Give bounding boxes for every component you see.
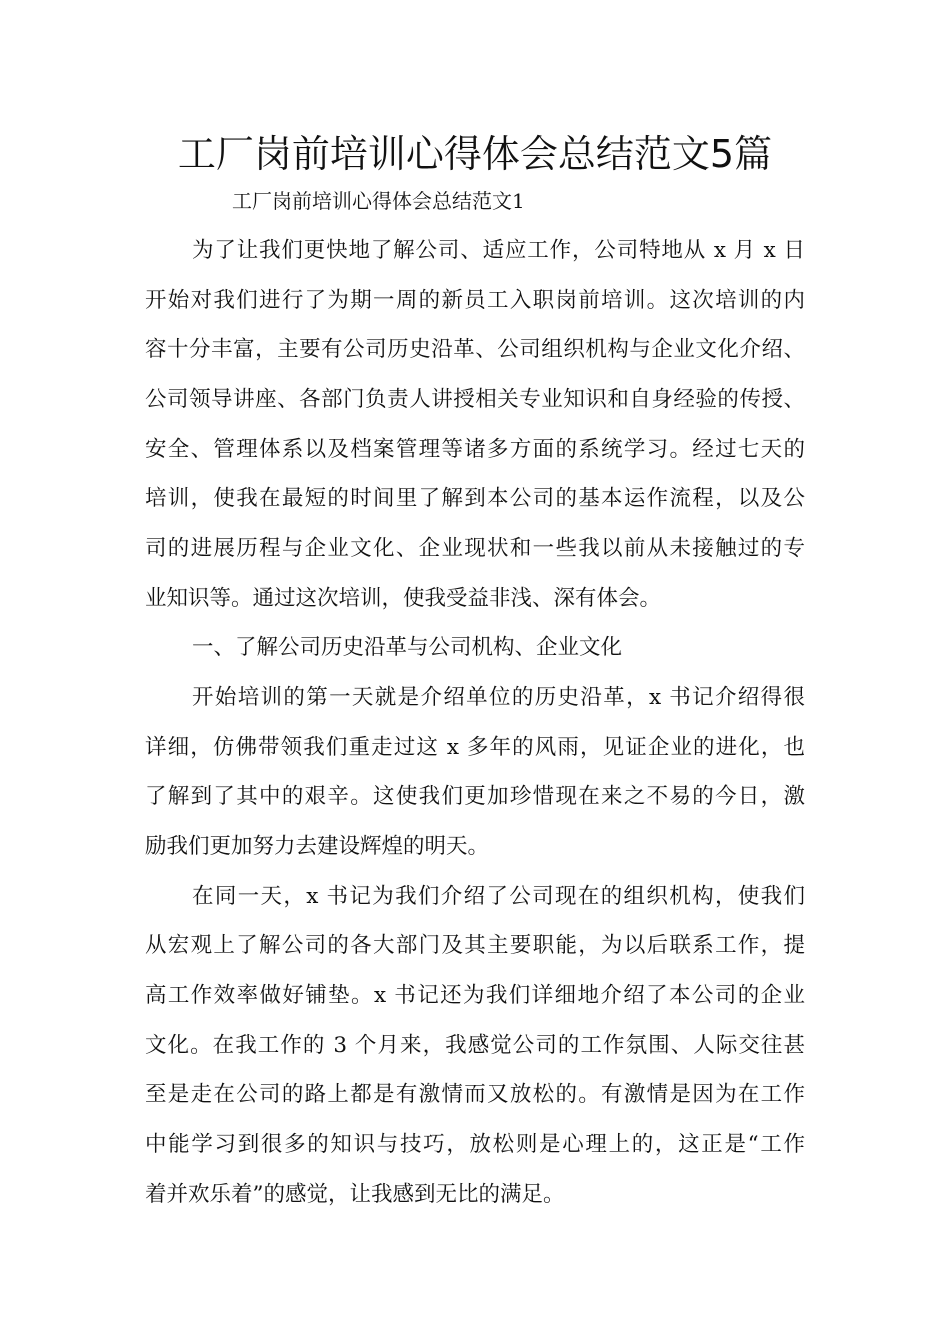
paragraph-1-line-1: 为了让我们更快地了解公司、适应工作，公司特地从 x 月 x 日	[192, 238, 805, 263]
section-heading-1: 一、了解公司历史沿革与公司机构、企业文化	[192, 635, 623, 660]
paragraph-1-line-4: 公司领导讲座、各部门负责人讲授相关专业知识和自身经验的传授、	[145, 387, 805, 412]
paragraph-1-line-5: 安全、管理体系以及档案管理等诸多方面的系统学习。经过七天的	[145, 437, 805, 462]
document-subtitle: 工厂岗前培训心得体会总结范文1	[232, 189, 525, 213]
paragraph-1-line-7: 司的进展历程与企业文化、企业现状和一些我以前从未接触过的专	[145, 536, 805, 561]
paragraph-3-line-3: 高工作效率做好铺垫。x 书记还为我们详细地介绍了本公司的企业	[145, 983, 805, 1008]
paragraph-1-line-8: 业知识等。通过这次培训，使我受益非浅、深有体会。	[145, 586, 662, 611]
paragraph-3-line-5: 至是走在公司的路上都是有激情而又放松的。有激情是因为在工作	[145, 1082, 805, 1107]
paragraph-2-line-3: 了解到了其中的艰辛。这使我们更加珍惜现在来之不易的今日，激	[145, 784, 805, 809]
paragraph-3-line-4: 文化。在我工作的 3 个月来，我感觉公司的工作氛围、人际交往甚	[145, 1033, 805, 1058]
paragraph-1-line-2: 开始对我们进行了为期一周的新员工入职岗前培训。这次培训的内	[145, 288, 805, 313]
paragraph-3-line-1: 在同一天，x 书记为我们介绍了公司现在的组织机构，使我们	[192, 884, 805, 909]
paragraph-3-line-6: 中能学习到很多的知识与技巧，放松则是心理上的，这正是“工作	[145, 1132, 805, 1157]
paragraph-3-line-2: 从宏观上了解公司的各大部门及其主要职能，为以后联系工作，提	[145, 933, 805, 958]
paragraph-2-line-1: 开始培训的第一天就是介绍单位的历史沿革，x 书记介绍得很	[192, 685, 805, 710]
paragraph-3-line-7: 着并欢乐着”的感觉，让我感到无比的满足。	[145, 1182, 565, 1207]
paragraph-2-line-2: 详细，仿佛带领我们重走过这 x 多年的风雨，见证企业的进化，也	[145, 735, 805, 760]
paragraph-1-line-3: 容十分丰富，主要有公司历史沿革、公司组织机构与企业文化介绍、	[145, 337, 805, 362]
paragraph-1-line-6: 培训，使我在最短的时间里了解到本公司的基本运作流程，以及公	[145, 486, 805, 511]
paragraph-2-line-4: 励我们更加努力去建设辉煌的明天。	[145, 834, 490, 859]
document-title: 工厂岗前培训心得体会总结范文5篇	[177, 132, 773, 176]
